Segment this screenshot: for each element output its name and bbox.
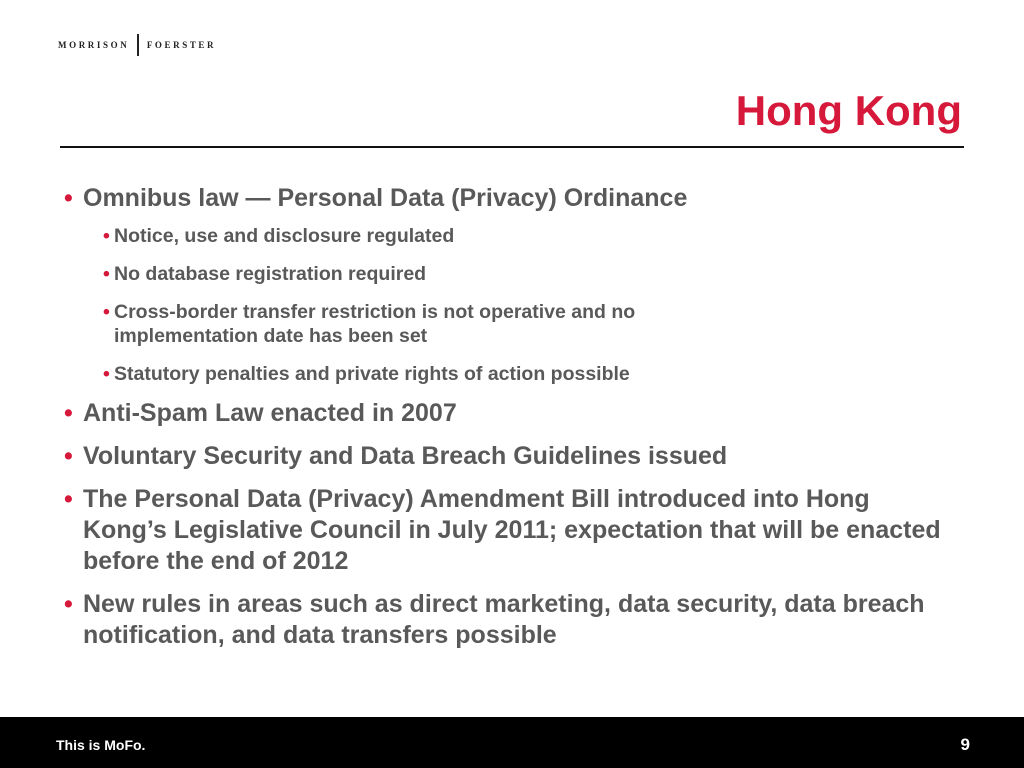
sub-bullet-text: Cross-border transfer restriction is not operative and no implementation date has been set bbox=[114, 301, 636, 347]
sub-bullet-text: Notice, use and disclosure regulated bbox=[114, 225, 455, 247]
sub-bullet-dot-icon: • bbox=[103, 363, 110, 385]
bullet-item bbox=[64, 484, 953, 577]
bullet-dot-icon: • bbox=[64, 184, 73, 212]
sub-bullet-item bbox=[103, 262, 964, 286]
bullet-text: Voluntary Security and Data Breach Guidelines issued bbox=[83, 442, 728, 470]
bullet-list bbox=[64, 183, 964, 663]
sub-bullet-dot-icon: • bbox=[103, 301, 110, 323]
bullet-text: New rules in areas such as direct marketing, data security, data breach notification, and data transfers possible bbox=[83, 590, 925, 649]
sub-bullet-item bbox=[103, 362, 964, 386]
logo-divider bbox=[137, 34, 139, 56]
bullet-dot-icon: • bbox=[64, 442, 73, 470]
bullet-item bbox=[64, 441, 964, 472]
bullet-text: Anti-Spam Law enacted in 2007 bbox=[83, 399, 457, 427]
sub-bullet-dot-icon: • bbox=[103, 263, 110, 285]
sub-bullet-item bbox=[103, 300, 714, 348]
page-number: 9 bbox=[960, 735, 970, 754]
bullet-item bbox=[64, 183, 964, 386]
logo-word-left: MORRISON bbox=[58, 40, 130, 50]
sub-bullet-text: Statutory penalties and private rights of action possible bbox=[114, 363, 630, 385]
footer-bar bbox=[0, 717, 1024, 768]
bullet-text: The Personal Data (Privacy) Amendment Bill introduced into Hong Kong’s Legislative Council in July 2011; expectation that will be enacted before the end of 2012 bbox=[83, 485, 941, 575]
footer-tagline: This is MoFo. bbox=[56, 737, 146, 753]
sub-bullet-item bbox=[103, 224, 964, 248]
title-divider bbox=[60, 146, 964, 148]
bullet-item bbox=[64, 589, 968, 651]
logo-word-right: FOERSTER bbox=[146, 40, 217, 50]
company-logo bbox=[58, 34, 216, 56]
sub-bullet-text: No database registration required bbox=[114, 263, 427, 285]
sub-bullet-dot-icon: • bbox=[103, 225, 110, 247]
slide-title: Hong Kong bbox=[735, 87, 962, 134]
bullet-item bbox=[64, 398, 964, 429]
bullet-dot-icon: • bbox=[64, 485, 73, 513]
bullet-dot-icon: • bbox=[64, 590, 73, 618]
sub-bullet-list bbox=[103, 224, 964, 386]
bullet-dot-icon: • bbox=[64, 399, 73, 427]
bullet-text: Omnibus law — Personal Data (Privacy) Ordinance bbox=[83, 184, 688, 212]
